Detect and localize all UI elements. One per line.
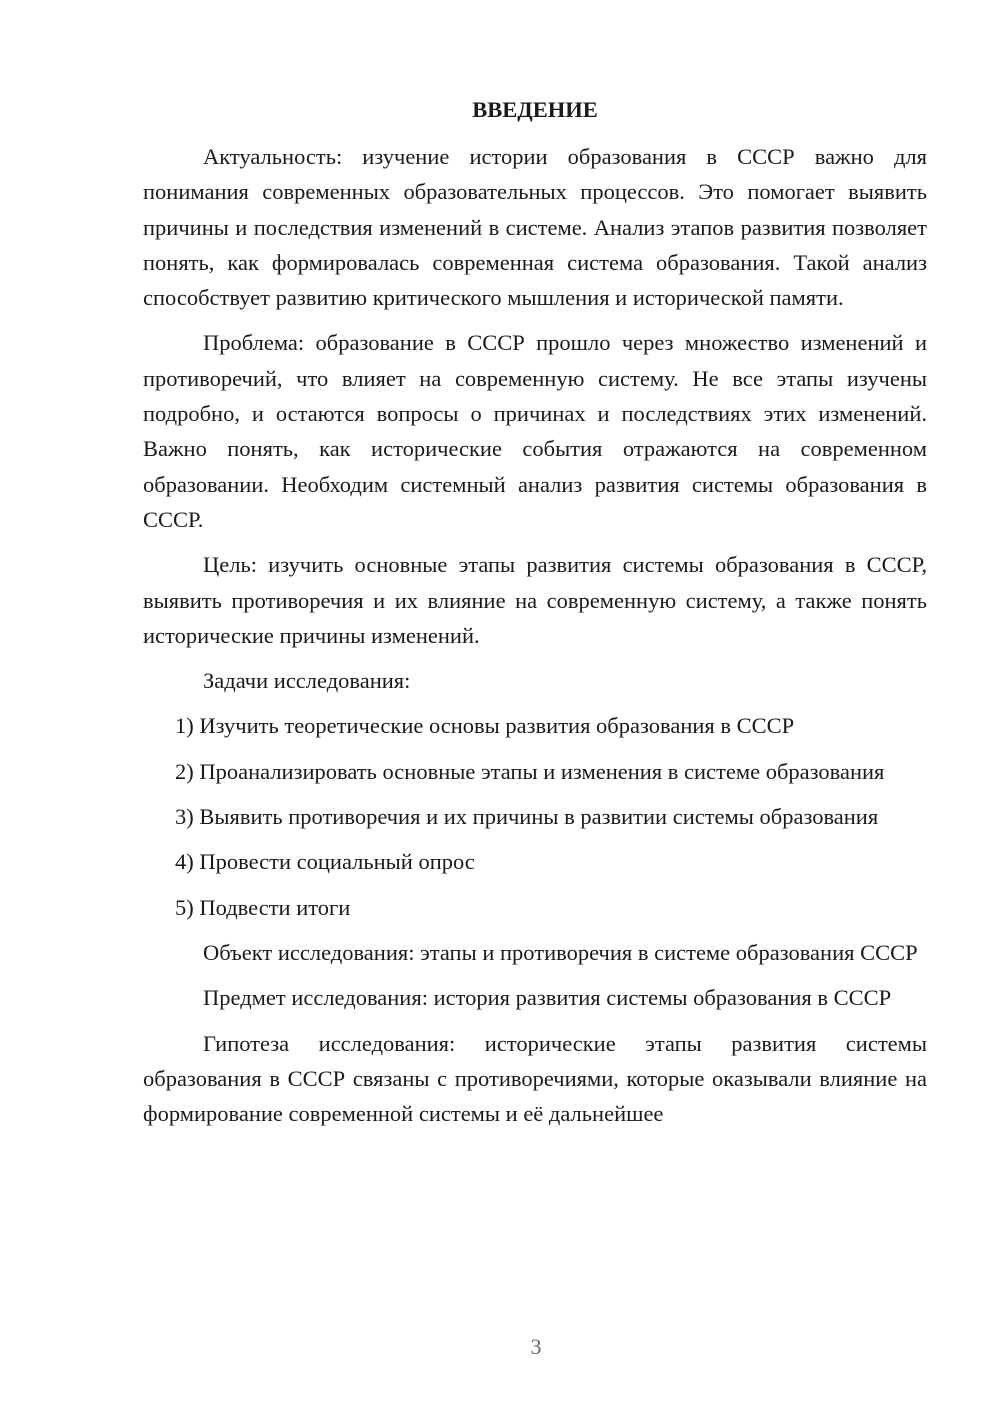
paragraph-problem: Проблема: образование в СССР прошло через множество изменений и противоречий, что влияет на современную систему. Не все этапы изучены подробно, и остаются вопросы о причинах и последствиях этих изменений. Важно понять, как исторические события отражаются на современном образовании. Необходим системный анализ развития системы образования в СССР. [143,330,927,532]
section-title: ВВЕДЕНИЕ [472,97,598,122]
document-page [143,92,927,1141]
paragraph-subject: Предмет исследования: история развития системы образования в СССР [203,985,892,1011]
task-item-1: 1) Изучить теоретические основы развития образования в СССР [175,713,795,739]
task-item-2: 2) Проанализировать основные этапы и изменения в системе образования [175,758,885,784]
paragraph-object: Объект исследования: этапы и противоречия в системе образования СССР [203,939,918,965]
task-item-3: 3) Выявить противоречия и их причины в развитии системы образования [175,804,879,830]
paragraph-hypothesis: Гипотеза исследования: исторические этапы развития системы образования в СССР связаны с противоречиями, которые оказывали влияние на формирование современной системы и её дальнейшее [143,1030,927,1127]
paragraph-goal: Цель: изучить основные этапы развития системы образования в СССР, выявить противоречия и их влияние на современную систему, а также понять исторические причины изменений. [143,552,927,648]
task-item-4: 4) Провести социальный опрос [175,849,475,875]
task-item-5: 5) Подвести итоги [175,894,351,920]
paragraph-relevance: Актуальность: изучение истории образования в СССР важно для понимания современных образовательных процессов. Это помогает выявить причины и последствия изменений в системе. Анализ этапов развития позволяет понять, как формировалась современная система образования. Такой анализ способствует развитию критического мышления и исторической памяти. [143,144,927,311]
paragraph-tasks-heading: Задачи исследования: [203,668,411,694]
page-number: 3 [530,1334,542,1359]
